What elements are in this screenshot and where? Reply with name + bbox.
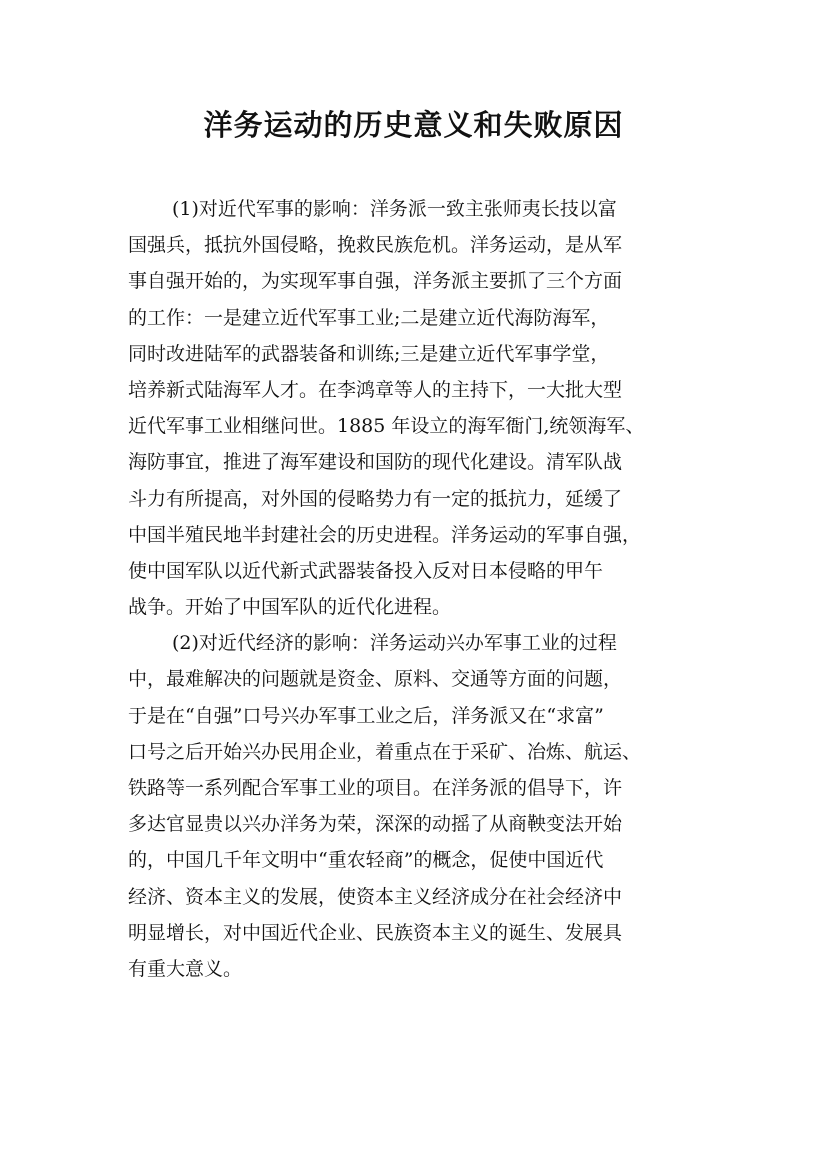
paragraph-military-impact (128, 191, 702, 625)
text-line: 海防事宜，推进了海军建设和国防的现代化建设。清军队战 (128, 451, 623, 474)
text-line: 有重大意义。 (128, 957, 243, 980)
document-title: 洋务运动的历史意义和失败原因 (203, 108, 624, 142)
document-body (128, 191, 702, 987)
text-line: 口号之后开始兴办民用企业，着重点在于采矿、冶炼、航运、 (128, 740, 642, 763)
text-line: 培养新式陆海军人才。在李鸿章等人的主持下，一大批大型 (128, 378, 623, 401)
text-line: 于是在“自强”口号兴办军事工业之后，洋务派又在“求富” (128, 704, 604, 727)
text-line: (1)对近代军事的影响：洋务派一致主张师夷长技以富 (172, 198, 617, 220)
text-line: 使中国军队以近代新式武器装备投入反对日本侵略的甲午 (128, 559, 604, 582)
text-line: (2)对近代经济的影响：洋务运动兴办军事工业的过程 (172, 632, 617, 655)
text-line: 多达官显贵以兴办洋务为荣，深深的动摇了从商鞅变法开始 (128, 813, 623, 836)
text-line: 中国半殖民地半封建社会的历史进程。洋务运动的军事自强， (128, 523, 642, 546)
text-line: 铁路等一系列配合军事工业的项目。在洋务派的倡导下，许 (128, 777, 623, 799)
paragraph-economic-impact (128, 625, 702, 987)
text-line: 事自强开始的，为实现军事自强，洋务派主要抓了三个方面 (128, 270, 623, 293)
text-line: 战争。开始了中国军队的近代化进程。 (128, 596, 452, 619)
text-line: 斗力有所提高，对外国的侵略势力有一定的抵抗力，延缓了 (128, 487, 623, 510)
text-line: 近代军事工业相继问世。1885 年设立的海军衙门,统领海军、 (128, 415, 645, 438)
text-line: 的，中国几千年文明中“重农轻商”的概念，促使中国近代 (128, 849, 604, 872)
text-line: 的工作：一是建立近代军事工业;二是建立近代海防海军， (128, 306, 610, 329)
text-line: 同时改进陆军的武器装备和训练;三是建立近代军事学堂， (128, 342, 610, 365)
text-line: 国强兵，抵抗外国侵略，挽救民族危机。洋务运动，是从军 (128, 234, 623, 257)
text-line: 经济、资本主义的发展，使资本主义经济成分在社会经济中 (128, 885, 623, 908)
text-line: 中，最难解决的问题就是资金、原料、交通等方面的问题， (128, 668, 623, 691)
text-line: 明显增长，对中国近代企业、民族资本主义的诞生、发展具 (128, 921, 623, 944)
